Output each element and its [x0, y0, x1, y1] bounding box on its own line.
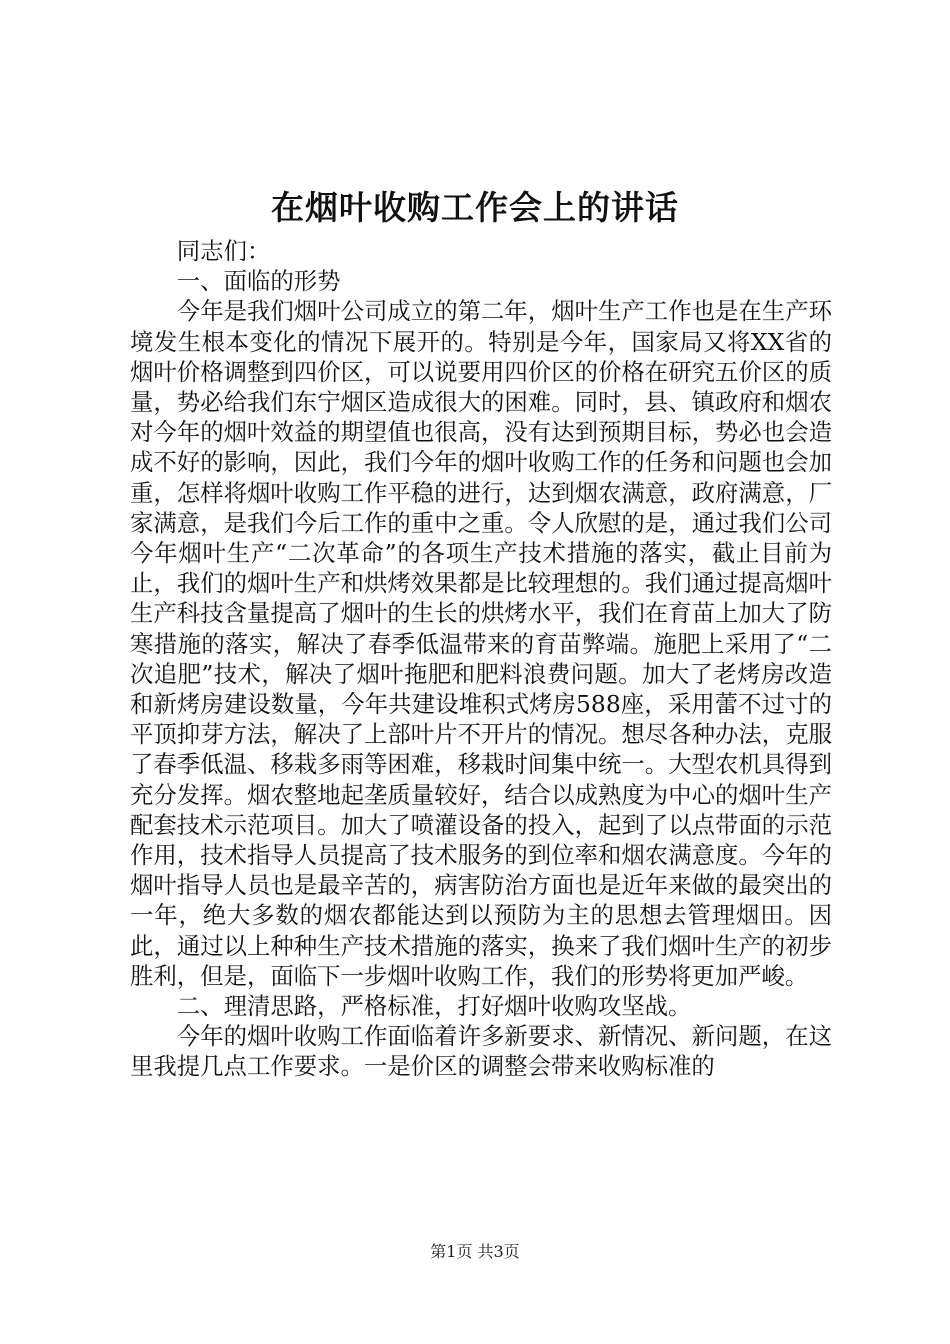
body-paragraph: 今年是我们烟叶公司成立的第二年，烟叶生产工作也是在生产环境发生根本变化的情况下展开的。特别是今年，国家局又将XX省的烟叶价格调整到四价区，可以说要用四价区的价格在研究五价区的质量，势必给我们东宁烟区造成很大的困难。同时，县、镇政府和烟农对今年的烟叶效益的期望值也很高，没有达到预期目标，势必也会造成不好的影响，因此，我们今年的烟叶收购工作的任务和问题也会加重，怎样将烟叶收购工作平稳的进行，达到烟农满意，政府满意，厂家满意，是我们今后工作的重中之重。令人欣慰的是，通过我们公司今年烟叶生产“二次革命”的各项生产技术措施的落实，截止目前为止，我们的烟叶生产和烘烤效果都是比较理想的。我们通过提高烟叶生产科技含量提高了烟叶的生长的烘烤水平，我们在育苗上加大了防寒措施的落实，解决了春季低温带来的育苗弊端。施肥上采用了“二次追肥”技术，解决了烟叶拖肥和肥料浪费问题。加大了老烤房改造和新烤房建设数量，今年共建设堆积式烤房588座，采用蕾不过寸的平顶抑芽方法，解决了上部叶片不开片的情况。想尽各种办法，克服了春季低温、移栽多雨等困难，移栽时间集中统一。大型农机具得到充分发挥。烟农整地起垄质量较好，结合以成熟度为中心的烟叶生产配套技术示范项目。加大了喷灌设备的投入，起到了以点带面的示范作用，技术指导人员提高了技术服务的到位率和烟农满意度。今年的烟叶指导人员也是最辛苦的，病害防治方面也是近年来做的最突出的一年，绝大多数的烟农都能达到以预防为主的思想去管理烟田。因此，通过以上种种生产技术措施的落实，换来了我们烟叶生产的初步胜利，但是，面临下一步烟叶收购工作，我们的形势将更加严峻。 [130, 297, 832, 990]
section-heading-2: 二、理清思路，严格标准，打好烟叶收购攻坚战。 [176, 992, 692, 1021]
document-body [130, 236, 832, 1082]
document-title: 在烟叶收购工作会上的讲话 [271, 188, 679, 227]
salutation: 同志们： [176, 237, 271, 265]
body-paragraph: 今年的烟叶收购工作面临着许多新要求、新情况、新问题，在这里我提几点工作要求。一是价区的调整会带来收购标准的 [130, 1022, 832, 1081]
page-footer: 第1页 共3页 [430, 1242, 520, 1261]
section-heading-1: 一、面临的形势 [176, 267, 341, 296]
